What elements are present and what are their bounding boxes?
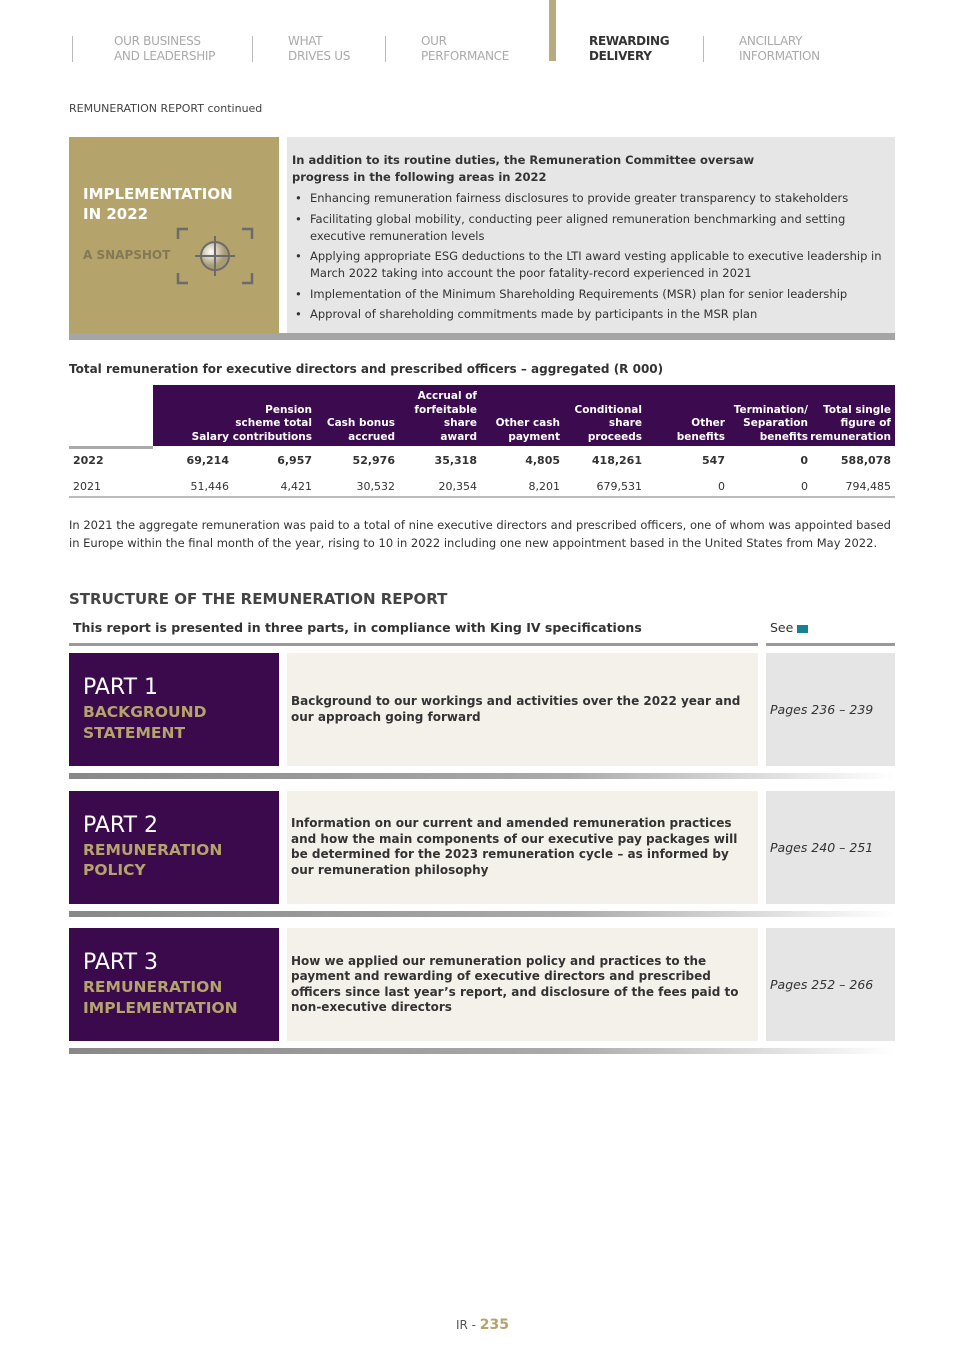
header-line: benefits xyxy=(676,430,725,443)
divider xyxy=(69,1048,895,1054)
section-heading: STRUCTURE OF THE REMUNERATION REPORT xyxy=(69,590,448,608)
part-description xyxy=(287,653,758,766)
part-label xyxy=(69,653,279,766)
part-label xyxy=(69,791,279,904)
list-item: • Enhancing remuneration fairness disclosures to provide greater transparency to stakeholders xyxy=(292,190,889,207)
see-label xyxy=(770,620,808,635)
column-header xyxy=(734,404,808,445)
nav-label: PERFORMANCE xyxy=(421,49,510,63)
header-line: Pension xyxy=(265,403,312,416)
nav-rewarding-delivery[interactable] xyxy=(589,34,669,64)
table-row xyxy=(69,474,895,498)
nav-label: OUR xyxy=(421,34,447,48)
table-cell: 20,354 xyxy=(438,480,477,493)
table-cell: 6,957 xyxy=(277,454,312,467)
nav-label: DELIVERY xyxy=(589,49,652,63)
table-cell: 418,261 xyxy=(591,454,642,467)
part-pages-text: Pages 240 – 251 xyxy=(770,839,874,855)
table-cell: 0 xyxy=(800,454,808,467)
part-label xyxy=(69,928,279,1041)
divider xyxy=(69,773,895,779)
section-subheading: This report is presented in three parts, in compliance with King IV specifications xyxy=(73,620,642,635)
part-pages-link[interactable] xyxy=(766,653,895,766)
table-cell: 4,421 xyxy=(280,480,312,493)
part-number: PART 3 xyxy=(83,950,159,975)
table-row xyxy=(69,448,895,472)
implementation-subtitle: A SNAPSHOT xyxy=(83,248,171,262)
nav-label: AND LEADERSHIP xyxy=(114,49,216,63)
title-line: IMPLEMENTATION xyxy=(83,185,233,203)
header-line: Other xyxy=(691,417,725,429)
footer-prefix: IR - xyxy=(455,1318,480,1332)
header-line: Accrual of xyxy=(417,390,477,402)
implementation-title xyxy=(83,184,233,224)
column-header xyxy=(233,404,312,445)
table-cell: 794,485 xyxy=(845,480,891,493)
header-line: Conditional xyxy=(574,403,642,416)
header-line: accrued xyxy=(348,430,395,443)
list-item: • Facilitating global mobility, conducting peer aligned remuneration benchmarking and setting executive remuneration levels xyxy=(292,211,889,245)
header-line: figure of xyxy=(840,417,891,429)
part-name-line: POLICY xyxy=(83,861,146,879)
header-line: Cash bonus xyxy=(326,417,395,429)
table-cell: 547 xyxy=(702,454,725,467)
column-header xyxy=(414,390,477,444)
part-pages-text: Pages 236 – 239 xyxy=(770,702,874,717)
table-cell: 4,805 xyxy=(525,454,560,467)
part-pages-text: Pages 252 – 266 xyxy=(770,977,874,992)
part-description-text: How we applied our remuneration policy and practices to the payment and rewarding of executive directors and prescribed officers since last year’s report, and disclosure of the fees paid to non-executive directors xyxy=(291,953,739,1014)
column-header xyxy=(574,404,642,445)
header-line: Separation xyxy=(743,417,808,429)
page-number xyxy=(0,1317,965,1333)
column-header xyxy=(192,431,229,445)
table-cell: 588,078 xyxy=(840,454,891,467)
column-header xyxy=(677,417,725,444)
divider xyxy=(69,333,895,340)
table-header xyxy=(153,385,895,446)
crosshair-target-icon xyxy=(176,227,254,285)
nav-our-performance[interactable] xyxy=(421,34,509,64)
implementation-bullets xyxy=(292,190,889,323)
table-cell: 51,446 xyxy=(190,480,229,493)
title-line: IN 2022 xyxy=(83,205,149,223)
nav-divider xyxy=(385,36,386,62)
nav-label: DRIVES US xyxy=(288,49,351,63)
folder-icon xyxy=(797,625,808,633)
header-line: Total single xyxy=(823,403,891,416)
column-header xyxy=(496,417,560,444)
table-cell: 8,201 xyxy=(528,480,560,493)
header-line: share xyxy=(608,417,642,429)
part-description-text: Background to our workings and activities over the 2022 year and our approach going forward xyxy=(291,694,741,724)
divider xyxy=(766,643,895,646)
nav-our-business[interactable] xyxy=(114,34,215,64)
see-text: See xyxy=(770,620,794,635)
table-cell: 30,532 xyxy=(356,480,395,493)
part-description-text: Information on our current and amended remuneration practices and how the main components of our executive pay packages will be determined for the 2023 remuneration cycle – as informed by our remuneration philosophy xyxy=(291,816,738,877)
implementation-details xyxy=(287,137,895,333)
nav-divider xyxy=(252,36,253,62)
nav-divider xyxy=(72,36,73,62)
implementation-lead: In addition to its routine duties, the Remuneration Committee oversaw progress in the following areas in 2022 xyxy=(292,153,755,184)
header-line: proceeds xyxy=(587,430,642,443)
report-part-2 xyxy=(69,791,895,904)
header-line: scheme total xyxy=(235,417,312,429)
table-cell: 35,318 xyxy=(434,454,477,467)
report-part-1 xyxy=(69,653,895,766)
nav-label: REWARDING xyxy=(589,34,670,48)
row-year: 2021 xyxy=(73,480,101,493)
part-description xyxy=(287,791,758,904)
header-line: payment xyxy=(508,430,560,443)
part-number: PART 1 xyxy=(83,675,159,700)
active-section-marker xyxy=(549,0,556,61)
table-cell: 0 xyxy=(801,480,808,493)
table-cell: 679,531 xyxy=(596,480,642,493)
divider xyxy=(69,496,895,498)
part-name xyxy=(83,840,265,881)
header-line: share xyxy=(443,417,477,429)
part-name-line: REMUNERATION xyxy=(83,978,223,996)
header-line: remuneration xyxy=(810,430,891,443)
row-year: 2022 xyxy=(73,454,104,467)
report-part-3 xyxy=(69,928,895,1041)
part-name xyxy=(83,977,265,1018)
part-name-line: STATEMENT xyxy=(83,723,186,742)
divider xyxy=(69,643,758,646)
header-line: Salary xyxy=(191,430,229,443)
table-cell: 0 xyxy=(718,480,725,493)
nav-divider xyxy=(703,36,704,62)
header-line: Termination/ xyxy=(733,403,808,416)
footer-page: 235 xyxy=(479,1317,510,1333)
part-name xyxy=(83,702,265,743)
list-item: • Approval of shareholding commitments made by participants in the MSR plan xyxy=(292,306,889,323)
divider xyxy=(69,911,895,917)
part-pages-link[interactable] xyxy=(766,791,895,904)
implementation-panel xyxy=(69,137,279,333)
nav-label: INFORMATION xyxy=(739,49,820,63)
list-item: • Implementation of the Minimum Shareholding Requirements (MSR) plan for senior leadership xyxy=(292,286,889,303)
header-line: forfeitable xyxy=(414,403,477,416)
part-pages-link[interactable] xyxy=(766,928,895,1041)
header-line: Other cash xyxy=(495,417,560,429)
table-title: Total remuneration for executive directors and prescribed officers – aggregated (R 000) xyxy=(69,362,664,376)
header-line: contributions xyxy=(232,430,312,443)
header-line: award xyxy=(440,430,477,443)
part-name-line: REMUNERATION xyxy=(83,840,223,859)
column-header xyxy=(810,404,891,445)
column-header xyxy=(327,417,395,444)
table-cell: 69,214 xyxy=(186,454,229,467)
header-line: benefits xyxy=(759,430,808,443)
part-name-line: IMPLEMENTATION xyxy=(83,998,238,1017)
nav-label: OUR BUSINESS xyxy=(114,34,201,48)
body-paragraph: In 2021 the aggregate remuneration was paid to a total of nine executive directors and prescribed officers, one of whom was appointed based in Europe within the final month of the year, rising to 10 in 2022 including one new appointment based in the United States from May 2022. xyxy=(69,518,891,550)
table-cell: 52,976 xyxy=(352,454,395,467)
nav-label: ANCILLARY xyxy=(739,34,803,48)
part-description xyxy=(287,928,758,1041)
breadcrumb: REMUNERATION REPORT continued xyxy=(69,102,263,115)
list-item: • Applying appropriate ESG deductions to the LTI award vesting applicable to executive leadership in March 2022 taking into account the poor fatality-record experienced in 2021 xyxy=(292,248,889,282)
nav-label: WHAT xyxy=(288,34,323,48)
part-number: PART 2 xyxy=(83,812,159,838)
nav-what-drives-us[interactable] xyxy=(288,34,350,64)
part-name-line: BACKGROUND xyxy=(83,703,207,721)
nav-ancillary-information[interactable] xyxy=(739,34,820,64)
